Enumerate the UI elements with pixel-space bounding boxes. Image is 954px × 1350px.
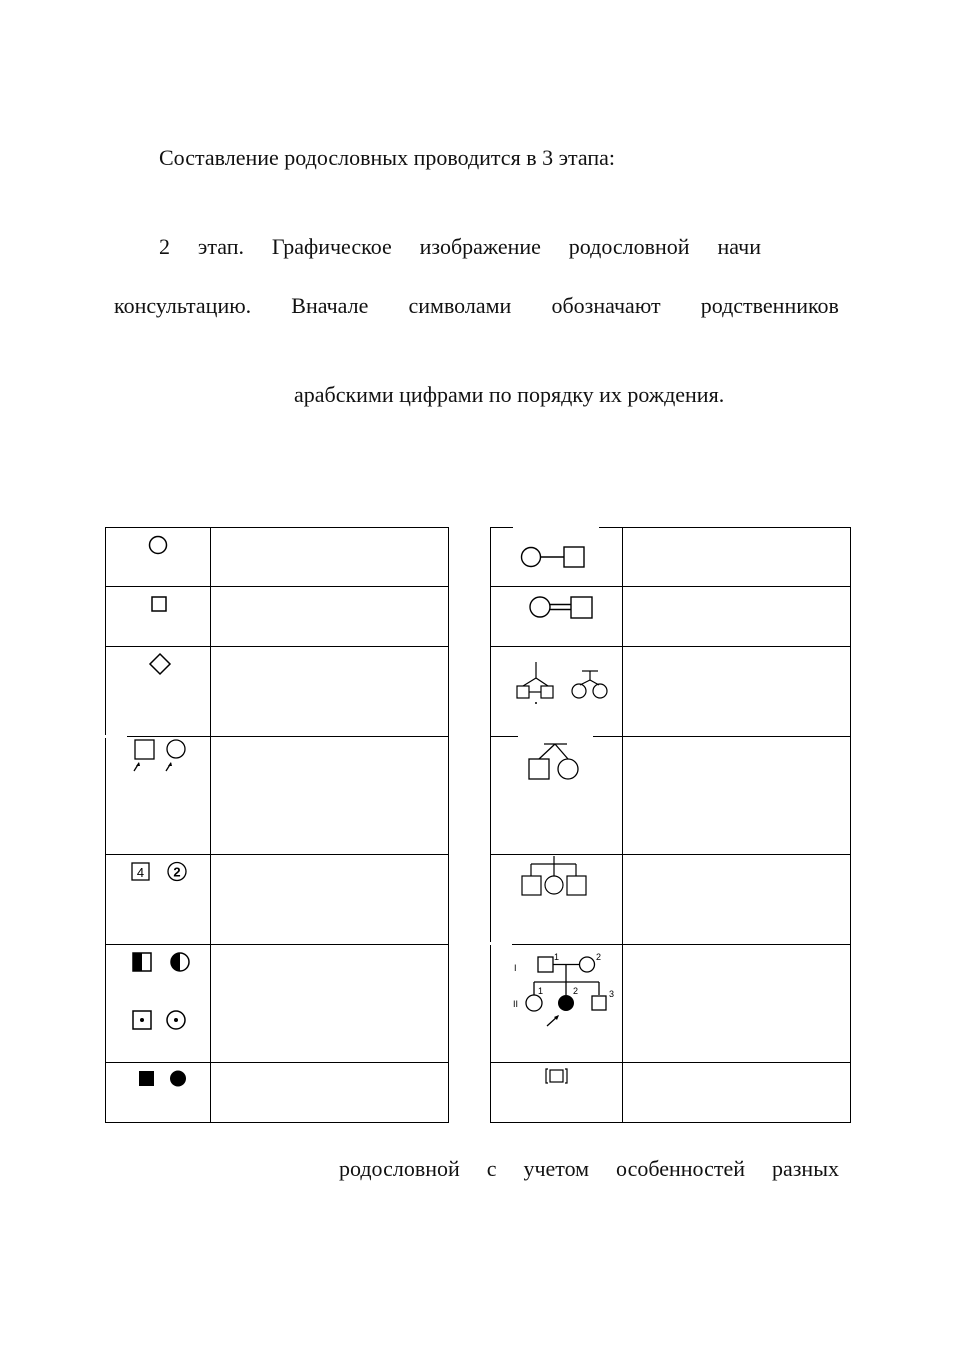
svg-text:2: 2	[573, 986, 579, 996]
cell-marriage-symbol	[491, 528, 623, 587]
numbered-symbols-icon	[106, 855, 210, 944]
female-circle-icon	[106, 528, 210, 586]
generation-ii-label: II	[513, 999, 519, 1009]
generation-i-label: I	[514, 963, 517, 973]
symbols-table-right	[490, 527, 851, 1123]
intro-line: Составление родословных проводится в 3 этапа:	[159, 145, 616, 170]
cell-unknown-sex-symbol	[106, 647, 211, 737]
cell-consanguineous-marriage-symbol	[491, 587, 623, 647]
cell-male-symbol	[106, 587, 211, 647]
svg-text:3: 3	[609, 989, 615, 999]
cell-female-symbol	[106, 528, 211, 587]
affected-symbols-icon	[106, 1063, 210, 1122]
cell-affected-symbols	[106, 1063, 211, 1123]
stage2-line-3: арабскими цифрами по порядку их рождения.	[294, 382, 725, 407]
circle-number: 2	[173, 864, 181, 880]
cell-proband-symbols	[106, 737, 211, 855]
cell-pedigree-example	[491, 945, 623, 1063]
marriage-icon	[491, 528, 622, 586]
cell-numbered-symbols	[106, 855, 211, 945]
cell-adopted-symbol	[491, 1063, 623, 1123]
svg-text:2: 2	[596, 952, 602, 962]
svg-text:1: 1	[538, 986, 544, 996]
carrier-symbols-icon	[106, 945, 210, 1062]
cell-carrier-symbols	[106, 945, 211, 1063]
cell-siblings-symbol	[491, 855, 623, 945]
consanguineous-marriage-icon	[491, 587, 622, 646]
symbols-table-left	[105, 527, 449, 1123]
stage2-line-1: 2 этап. Графическое изображение родословной начи	[159, 234, 761, 259]
siblings-icon	[491, 855, 622, 944]
svg-text:1: 1	[554, 952, 560, 962]
proband-arrows-icon	[106, 737, 210, 854]
pedigree-example-icon	[491, 945, 622, 1062]
diamond-icon	[106, 647, 210, 736]
dizygotic-twins-icon	[491, 737, 622, 854]
square-number: 4	[136, 865, 145, 880]
bottom-line: родословной с учетом особенностей разных	[339, 1156, 839, 1181]
adopted-icon	[491, 1063, 622, 1122]
male-square-icon	[106, 587, 210, 646]
stage2-line-2: консультацию. Вначале символами обозначают родственников	[114, 293, 839, 318]
cell-dizygotic-twins-symbol	[491, 737, 623, 855]
cell-twins-symbols	[491, 647, 623, 737]
twins-icon	[491, 647, 622, 736]
